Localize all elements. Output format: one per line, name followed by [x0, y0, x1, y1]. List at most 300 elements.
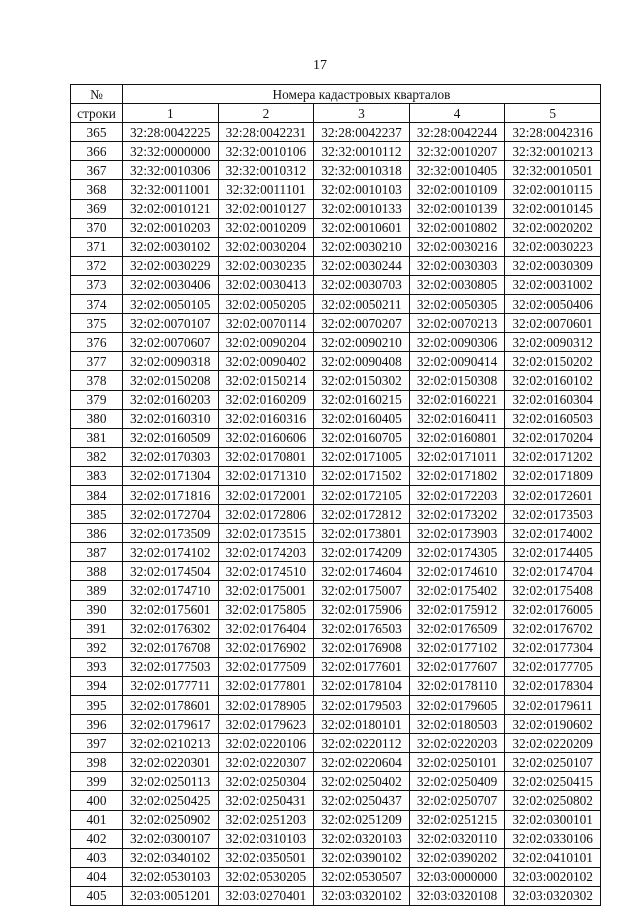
row-number-header: № — [71, 85, 123, 104]
table-row — [71, 275, 601, 294]
cadastral-number-cell: 32:28:0042237 — [314, 123, 410, 142]
cadastral-number-cell: 32:32:0010405 — [409, 161, 505, 180]
cadastral-number-cell: 32:02:0090312 — [505, 333, 601, 352]
cadastral-number-cell: 32:02:0160405 — [314, 409, 410, 428]
table-row — [71, 485, 601, 504]
row-number-cell: 375 — [71, 314, 123, 333]
cadastral-number-cell: 32:02:0090306 — [409, 333, 505, 352]
cadastral-number-cell: 32:02:0170303 — [123, 447, 219, 466]
cadastral-number-cell: 32:02:0173509 — [123, 524, 219, 543]
table-row — [71, 161, 601, 180]
cadastral-number-cell: 32:02:0173202 — [409, 505, 505, 524]
cadastral-number-cell: 32:02:0177102 — [409, 638, 505, 657]
cadastral-number-cell: 32:02:0174203 — [218, 543, 314, 562]
row-number-cell: 400 — [71, 791, 123, 810]
table-row — [71, 218, 601, 237]
cadastral-number-cell: 32:02:0250101 — [409, 753, 505, 772]
cadastral-number-cell: 32:02:0090408 — [314, 352, 410, 371]
cadastral-number-cell: 32:02:0174102 — [123, 543, 219, 562]
table-row — [71, 848, 601, 867]
table-row — [71, 772, 601, 791]
cadastral-number-cell: 32:02:0172105 — [314, 485, 410, 504]
cadastral-number-cell: 32:02:0176503 — [314, 619, 410, 638]
row-number-cell: 393 — [71, 657, 123, 676]
row-number-cell: 405 — [71, 886, 123, 905]
cadastral-number-cell: 32:02:0150214 — [218, 371, 314, 390]
row-number-cell: 404 — [71, 867, 123, 886]
cadastral-number-cell: 32:02:0090204 — [218, 333, 314, 352]
cadastral-number-cell: 32:02:0030223 — [505, 237, 601, 256]
table-row — [71, 657, 601, 676]
cadastral-number-cell: 32:02:0220209 — [505, 734, 601, 753]
cadastral-number-cell: 32:02:0530507 — [314, 867, 410, 886]
cadastral-number-cell: 32:02:0150202 — [505, 352, 601, 371]
cadastral-number-cell: 32:02:0320110 — [409, 829, 505, 848]
cadastral-number-cell: 32:32:0011001 — [123, 180, 219, 199]
cadastral-number-cell: 32:02:0172203 — [409, 485, 505, 504]
cadastral-number-cell: 32:02:0020202 — [505, 218, 601, 237]
table-row — [71, 543, 601, 562]
table-row — [71, 390, 601, 409]
table-row — [71, 447, 601, 466]
cadastral-number-cell: 32:02:0030244 — [314, 256, 410, 275]
table-row — [71, 867, 601, 886]
cadastral-number-cell: 32:02:0175912 — [409, 600, 505, 619]
cadastral-number-cell: 32:02:0010115 — [505, 180, 601, 199]
cadastral-quarters-table — [70, 84, 601, 906]
row-number-cell: 370 — [71, 218, 123, 237]
cadastral-number-cell: 32:28:0042231 — [218, 123, 314, 142]
table-row — [71, 295, 601, 314]
cadastral-number-cell: 32:02:0250437 — [314, 791, 410, 810]
row-number-cell: 398 — [71, 753, 123, 772]
cadastral-number-cell: 32:28:0042225 — [123, 123, 219, 142]
cadastral-number-cell: 32:02:0174405 — [505, 543, 601, 562]
cadastral-number-cell: 32:32:0010112 — [314, 142, 410, 161]
cadastral-number-cell: 32:02:0171202 — [505, 447, 601, 466]
cadastral-number-cell: 32:02:0030235 — [218, 256, 314, 275]
cadastral-number-cell: 32:02:0160509 — [123, 428, 219, 447]
cadastral-number-cell: 32:02:0176005 — [505, 600, 601, 619]
cadastral-number-cell: 32:02:0220203 — [409, 734, 505, 753]
cadastral-number-cell: 32:02:0250304 — [218, 772, 314, 791]
cadastral-number-cell: 32:02:0160102 — [505, 371, 601, 390]
cadastral-number-cell: 32:03:0320102 — [314, 886, 410, 905]
row-number-cell: 389 — [71, 581, 123, 600]
cadastral-number-cell: 32:03:0320302 — [505, 886, 601, 905]
table-header-row — [71, 85, 601, 104]
cadastral-number-cell: 32:02:0179623 — [218, 715, 314, 734]
table-row — [71, 428, 601, 447]
row-number-cell: 369 — [71, 199, 123, 218]
cadastral-number-cell: 32:02:0010209 — [218, 218, 314, 237]
cadastral-number-cell: 32:02:0340102 — [123, 848, 219, 867]
cadastral-number-cell: 32:02:0050211 — [314, 295, 410, 314]
row-number-cell: 384 — [71, 485, 123, 504]
row-number-cell: 379 — [71, 390, 123, 409]
cadastral-number-cell: 32:02:0176708 — [123, 638, 219, 657]
cadastral-number-cell: 32:02:0250431 — [218, 791, 314, 810]
row-number-cell: 403 — [71, 848, 123, 867]
cadastral-number-cell: 32:02:0010601 — [314, 218, 410, 237]
cadastral-number-cell: 32:02:0174002 — [505, 524, 601, 543]
cadastral-number-cell: 32:02:0251203 — [218, 810, 314, 829]
cadastral-number-cell: 32:02:0172704 — [123, 505, 219, 524]
column-header: 1 — [123, 104, 219, 123]
row-number-cell: 367 — [71, 161, 123, 180]
cadastral-number-cell: 32:02:0179605 — [409, 696, 505, 715]
cadastral-number-cell: 32:02:0070213 — [409, 314, 505, 333]
table-row — [71, 600, 601, 619]
table-row — [71, 753, 601, 772]
table-row — [71, 619, 601, 638]
cadastral-number-cell: 32:02:0178905 — [218, 696, 314, 715]
cadastral-number-cell: 32:02:0177705 — [505, 657, 601, 676]
cadastral-number-cell: 32:32:0010306 — [123, 161, 219, 180]
table-row — [71, 638, 601, 657]
cadastral-number-cell: 32:02:0030102 — [123, 237, 219, 256]
cadastral-number-cell: 32:02:0030210 — [314, 237, 410, 256]
cadastral-number-cell: 32:02:0090318 — [123, 352, 219, 371]
row-number-cell: 383 — [71, 466, 123, 485]
cadastral-number-cell: 32:02:0090210 — [314, 333, 410, 352]
cadastral-number-cell: 32:02:0178104 — [314, 676, 410, 695]
cadastral-number-cell: 32:02:0010802 — [409, 218, 505, 237]
table-row — [71, 734, 601, 753]
cadastral-number-cell: 32:02:0174305 — [409, 543, 505, 562]
table-row — [71, 715, 601, 734]
table-row — [71, 409, 601, 428]
row-number-cell: 373 — [71, 275, 123, 294]
cadastral-number-cell: 32:32:0000000 — [123, 142, 219, 161]
cadastral-number-cell: 32:02:0176908 — [314, 638, 410, 657]
cadastral-number-cell: 32:02:0030406 — [123, 275, 219, 294]
cadastral-number-cell: 32:02:0390202 — [409, 848, 505, 867]
cadastral-number-cell: 32:02:0010139 — [409, 199, 505, 218]
table-row — [71, 505, 601, 524]
cadastral-number-cell: 32:03:0000000 — [409, 867, 505, 886]
cadastral-number-cell: 32:02:0177801 — [218, 676, 314, 695]
cadastral-number-cell: 32:32:0010312 — [218, 161, 314, 180]
cadastral-number-cell: 32:02:0390102 — [314, 848, 410, 867]
cadastral-number-cell: 32:02:0030703 — [314, 275, 410, 294]
cadastral-number-cell: 32:02:0174704 — [505, 562, 601, 581]
cadastral-number-cell: 32:02:0010109 — [409, 180, 505, 199]
cadastral-number-cell: 32:02:0176509 — [409, 619, 505, 638]
cadastral-number-cell: 32:02:0310103 — [218, 829, 314, 848]
table-row — [71, 199, 601, 218]
row-number-cell: 372 — [71, 256, 123, 275]
row-number-cell: 391 — [71, 619, 123, 638]
cadastral-number-cell: 32:02:0250802 — [505, 791, 601, 810]
row-number-cell: 401 — [71, 810, 123, 829]
cadastral-number-cell: 32:02:0175001 — [218, 581, 314, 600]
cadastral-number-cell: 32:02:0070107 — [123, 314, 219, 333]
cadastral-number-cell: 32:02:0250107 — [505, 753, 601, 772]
table-row — [71, 123, 601, 142]
cadastral-number-cell: 32:02:0050205 — [218, 295, 314, 314]
cadastral-number-cell: 32:02:0177607 — [409, 657, 505, 676]
cadastral-number-cell: 32:02:0170204 — [505, 428, 601, 447]
row-number-cell: 399 — [71, 772, 123, 791]
cadastral-number-cell: 32:02:0172806 — [218, 505, 314, 524]
cadastral-number-cell: 32:02:0175805 — [218, 600, 314, 619]
cadastral-number-cell: 32:02:0010145 — [505, 199, 601, 218]
cadastral-number-cell: 32:02:0030309 — [505, 256, 601, 275]
cadastral-number-cell: 32:02:0171809 — [505, 466, 601, 485]
cadastral-number-cell: 32:02:0220604 — [314, 753, 410, 772]
table-row — [71, 142, 601, 161]
cadastral-number-cell: 32:02:0010127 — [218, 199, 314, 218]
table-row — [71, 581, 601, 600]
cadastral-number-cell: 32:28:0042316 — [505, 123, 601, 142]
cadastral-number-cell: 32:02:0250707 — [409, 791, 505, 810]
cadastral-number-cell: 32:02:0300107 — [123, 829, 219, 848]
cadastral-number-cell: 32:02:0174710 — [123, 581, 219, 600]
cadastral-number-cell: 32:02:0172812 — [314, 505, 410, 524]
cadastral-number-cell: 32:02:0177601 — [314, 657, 410, 676]
row-number-cell: 386 — [71, 524, 123, 543]
cadastral-number-cell: 32:02:0530103 — [123, 867, 219, 886]
cadastral-number-cell: 32:02:0300101 — [505, 810, 601, 829]
cadastral-number-cell: 32:32:0010207 — [409, 142, 505, 161]
cadastral-number-cell: 32:03:0020102 — [505, 867, 601, 886]
cadastral-number-cell: 32:32:0010501 — [505, 161, 601, 180]
cadastral-number-cell: 32:02:0220106 — [218, 734, 314, 753]
cadastral-number-cell: 32:02:0160304 — [505, 390, 601, 409]
cadastral-number-cell: 32:02:0174504 — [123, 562, 219, 581]
table-row — [71, 676, 601, 695]
cadastral-number-cell: 32:03:0270401 — [218, 886, 314, 905]
cadastral-number-cell: 32:02:0160310 — [123, 409, 219, 428]
cadastral-number-cell: 32:02:0174610 — [409, 562, 505, 581]
cadastral-number-cell: 32:02:0250113 — [123, 772, 219, 791]
cadastral-number-cell: 32:02:0250425 — [123, 791, 219, 810]
cadastral-number-cell: 32:02:0174510 — [218, 562, 314, 581]
table-row — [71, 180, 601, 199]
cadastral-number-cell: 32:02:0180101 — [314, 715, 410, 734]
cadastral-number-cell: 32:02:0170801 — [218, 447, 314, 466]
cadastral-number-cell: 32:02:0250902 — [123, 810, 219, 829]
cadastral-number-cell: 32:02:0050406 — [505, 295, 601, 314]
cadastral-number-cell: 32:02:0178601 — [123, 696, 219, 715]
row-number-cell: 380 — [71, 409, 123, 428]
cadastral-number-cell: 32:32:0011101 — [218, 180, 314, 199]
cadastral-number-cell: 32:02:0171802 — [409, 466, 505, 485]
table-row — [71, 791, 601, 810]
cadastral-number-cell: 32:02:0220301 — [123, 753, 219, 772]
cadastral-number-cell: 32:02:0171310 — [218, 466, 314, 485]
cadastral-number-cell: 32:02:0177503 — [123, 657, 219, 676]
cadastral-number-cell: 32:02:0174604 — [314, 562, 410, 581]
cadastral-number-cell: 32:02:0250402 — [314, 772, 410, 791]
cadastral-number-cell: 32:02:0160209 — [218, 390, 314, 409]
cadastral-number-cell: 32:02:0410101 — [505, 848, 601, 867]
row-number-cell: 382 — [71, 447, 123, 466]
row-number-cell: 385 — [71, 505, 123, 524]
cadastral-number-cell: 32:02:0160411 — [409, 409, 505, 428]
cadastral-number-cell: 32:02:0350501 — [218, 848, 314, 867]
column-header: 3 — [314, 104, 410, 123]
cadastral-number-cell: 32:02:0070114 — [218, 314, 314, 333]
row-number-cell: 397 — [71, 734, 123, 753]
cadastral-number-cell: 32:02:0530205 — [218, 867, 314, 886]
row-number-cell: 371 — [71, 237, 123, 256]
table-row — [71, 562, 601, 581]
table-subheader-row — [71, 104, 601, 123]
cadastral-number-cell: 32:02:0171816 — [123, 485, 219, 504]
cadastral-number-cell: 32:02:0010203 — [123, 218, 219, 237]
row-number-cell: 368 — [71, 180, 123, 199]
cadastral-number-cell: 32:02:0179617 — [123, 715, 219, 734]
cadastral-number-cell: 32:02:0160316 — [218, 409, 314, 428]
cadastral-number-cell: 32:02:0171502 — [314, 466, 410, 485]
cadastral-number-cell: 32:02:0250409 — [409, 772, 505, 791]
cadastral-number-cell: 32:02:0050105 — [123, 295, 219, 314]
row-number-cell: 387 — [71, 543, 123, 562]
cadastral-number-cell: 32:02:0172001 — [218, 485, 314, 504]
cadastral-number-cell: 32:02:0177304 — [505, 638, 601, 657]
row-number-cell: 381 — [71, 428, 123, 447]
cadastral-number-cell: 32:02:0176702 — [505, 619, 601, 638]
table-row — [71, 810, 601, 829]
cadastral-number-cell: 32:02:0177711 — [123, 676, 219, 695]
cadastral-number-cell: 32:02:0171304 — [123, 466, 219, 485]
cadastral-number-cell: 32:02:0220307 — [218, 753, 314, 772]
row-number-cell: 374 — [71, 295, 123, 314]
cadastral-number-cell: 32:02:0173515 — [218, 524, 314, 543]
cadastral-number-cell: 32:28:0042244 — [409, 123, 505, 142]
cadastral-number-cell: 32:02:0160801 — [409, 428, 505, 447]
cadastral-number-cell: 32:02:0160606 — [218, 428, 314, 447]
cadastral-number-cell: 32:02:0090402 — [218, 352, 314, 371]
column-header: 5 — [505, 104, 601, 123]
cadastral-number-cell: 32:02:0173903 — [409, 524, 505, 543]
cadastral-number-cell: 32:02:0178110 — [409, 676, 505, 695]
cadastral-number-cell: 32:02:0160215 — [314, 390, 410, 409]
row-number-cell: 388 — [71, 562, 123, 581]
cadastral-number-cell: 32:02:0250415 — [505, 772, 601, 791]
cadastral-number-cell: 32:32:0010318 — [314, 161, 410, 180]
table-row — [71, 256, 601, 275]
cadastral-number-cell: 32:02:0150302 — [314, 371, 410, 390]
cadastral-number-cell: 32:02:0150208 — [123, 371, 219, 390]
cadastral-number-cell: 32:02:0030216 — [409, 237, 505, 256]
row-number-cell: 394 — [71, 676, 123, 695]
cadastral-number-cell: 32:02:0175408 — [505, 581, 601, 600]
cadastral-number-cell: 32:02:0210213 — [123, 734, 219, 753]
cadastral-number-cell: 32:02:0172601 — [505, 485, 601, 504]
cadastral-number-cell: 32:02:0160221 — [409, 390, 505, 409]
cadastral-number-cell: 32:02:0175402 — [409, 581, 505, 600]
cadastral-number-cell: 32:02:0180503 — [409, 715, 505, 734]
table-row — [71, 333, 601, 352]
row-number-cell: 402 — [71, 829, 123, 848]
cadastral-number-cell: 32:02:0175007 — [314, 581, 410, 600]
cadastral-number-cell: 32:03:0051201 — [123, 886, 219, 905]
cadastral-number-cell: 32:02:0171011 — [409, 447, 505, 466]
cadastral-number-cell: 32:02:0030805 — [409, 275, 505, 294]
cadastral-number-cell: 32:02:0178304 — [505, 676, 601, 695]
cadastral-number-cell: 32:02:0220112 — [314, 734, 410, 753]
cadastral-number-cell: 32:02:0173503 — [505, 505, 601, 524]
row-number-cell: 377 — [71, 352, 123, 371]
cadastral-number-cell: 32:02:0150308 — [409, 371, 505, 390]
cadastral-number-cell: 32:02:0179611 — [505, 696, 601, 715]
cadastral-number-cell: 32:02:0010133 — [314, 199, 410, 218]
table-row — [71, 352, 601, 371]
cadastral-number-cell: 32:03:0320108 — [409, 886, 505, 905]
table-row — [71, 886, 601, 905]
cadastral-number-cell: 32:02:0177509 — [218, 657, 314, 676]
cadastral-number-cell: 32:02:0160203 — [123, 390, 219, 409]
cadastral-number-cell: 32:02:0176902 — [218, 638, 314, 657]
row-number-cell: 376 — [71, 333, 123, 352]
cadastral-number-cell: 32:02:0175906 — [314, 600, 410, 619]
row-number-cell: 378 — [71, 371, 123, 390]
row-number-cell: 390 — [71, 600, 123, 619]
table-row — [71, 314, 601, 333]
row-number-subheader: строки — [71, 104, 123, 123]
cadastral-number-cell: 32:02:0030229 — [123, 256, 219, 275]
row-number-cell: 366 — [71, 142, 123, 161]
cadastral-number-cell: 32:02:0174209 — [314, 543, 410, 562]
row-number-cell: 365 — [71, 123, 123, 142]
cadastral-number-cell: 32:02:0330106 — [505, 829, 601, 848]
row-number-cell: 392 — [71, 638, 123, 657]
table-body — [71, 123, 601, 906]
row-number-cell: 395 — [71, 696, 123, 715]
cadastral-number-cell: 32:02:0160503 — [505, 409, 601, 428]
cadastral-number-cell: 32:02:0175601 — [123, 600, 219, 619]
cadastral-number-cell: 32:02:0179503 — [314, 696, 410, 715]
table-row — [71, 466, 601, 485]
cadastral-number-cell: 32:02:0070601 — [505, 314, 601, 333]
cadastral-number-cell: 32:32:0010106 — [218, 142, 314, 161]
cadastral-number-cell: 32:02:0171005 — [314, 447, 410, 466]
cadastral-number-cell: 32:02:0030204 — [218, 237, 314, 256]
cadastral-numbers-header: Номера кадастровых кварталов — [123, 85, 601, 104]
cadastral-number-cell: 32:02:0190602 — [505, 715, 601, 734]
cadastral-number-cell: 32:02:0320103 — [314, 829, 410, 848]
cadastral-number-cell: 32:02:0010103 — [314, 180, 410, 199]
cadastral-number-cell: 32:02:0031002 — [505, 275, 601, 294]
cadastral-number-cell: 32:02:0070607 — [123, 333, 219, 352]
cadastral-number-cell: 32:02:0050305 — [409, 295, 505, 314]
cadastral-number-cell: 32:02:0251215 — [409, 810, 505, 829]
column-header: 2 — [218, 104, 314, 123]
table-row — [71, 829, 601, 848]
column-header: 4 — [409, 104, 505, 123]
cadastral-number-cell: 32:02:0251209 — [314, 810, 410, 829]
table-row — [71, 524, 601, 543]
page-number: 17 — [313, 58, 327, 73]
cadastral-number-cell: 32:02:0030413 — [218, 275, 314, 294]
cadastral-number-cell: 32:02:0160705 — [314, 428, 410, 447]
table-row — [71, 237, 601, 256]
row-number-cell: 396 — [71, 715, 123, 734]
cadastral-number-cell: 32:02:0030303 — [409, 256, 505, 275]
cadastral-number-cell: 32:02:0173801 — [314, 524, 410, 543]
cadastral-number-cell: 32:02:0176404 — [218, 619, 314, 638]
cadastral-number-cell: 32:02:0090414 — [409, 352, 505, 371]
cadastral-number-cell: 32:02:0176302 — [123, 619, 219, 638]
cadastral-number-cell: 32:02:0010121 — [123, 199, 219, 218]
table-row — [71, 696, 601, 715]
cadastral-number-cell: 32:02:0070207 — [314, 314, 410, 333]
cadastral-number-cell: 32:32:0010213 — [505, 142, 601, 161]
table-row — [71, 371, 601, 390]
